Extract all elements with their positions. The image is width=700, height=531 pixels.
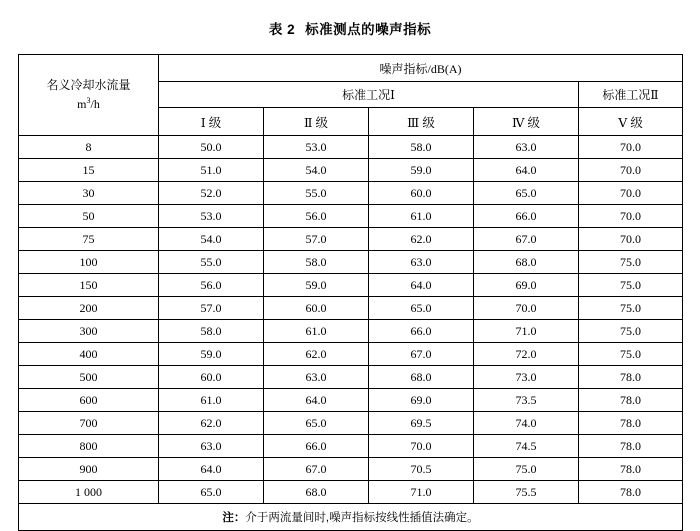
cell-grade-5: 75.0 [579,343,683,366]
cell-grade-4: 70.0 [474,297,579,320]
cell-grade-3: 65.0 [369,297,474,320]
cell-grade-3: 60.0 [369,182,474,205]
cell-grade-5: 70.0 [579,228,683,251]
cell-grade-3: 63.0 [369,251,474,274]
cell-grade-3: 67.0 [369,343,474,366]
cell-grade-2: 67.0 [264,458,369,481]
cell-grade-3: 66.0 [369,320,474,343]
cell-grade-3: 59.0 [369,159,474,182]
header-row-1 [19,55,683,82]
cell-grade-5: 78.0 [579,435,683,458]
cell-flow: 8 [19,136,159,159]
cell-grade-5: 75.0 [579,297,683,320]
cell-grade-1: 50.0 [159,136,264,159]
cell-flow: 30 [19,182,159,205]
cell-grade-1: 52.0 [159,182,264,205]
cell-grade-1: 62.0 [159,412,264,435]
header-grade-2: Ⅱ 级 [264,108,369,136]
cell-grade-1: 55.0 [159,251,264,274]
cell-grade-3: 62.0 [369,228,474,251]
cell-grade-1: 61.0 [159,389,264,412]
cell-flow: 500 [19,366,159,389]
table-row [19,320,683,343]
cell-grade-1: 63.0 [159,435,264,458]
cell-flow: 700 [19,412,159,435]
table-row [19,251,683,274]
cell-grade-4: 73.5 [474,389,579,412]
table-row [19,182,683,205]
cell-grade-1: 59.0 [159,343,264,366]
cell-grade-1: 54.0 [159,228,264,251]
table-row [19,481,683,504]
table-row [19,136,683,159]
cell-grade-4: 73.0 [474,366,579,389]
table-note-cell [19,504,683,531]
cell-flow: 100 [19,251,159,274]
header-grade-3: Ⅲ 级 [369,108,474,136]
note-text: 介于两流量间时,噪声指标按线性插值法确定。 [245,512,479,524]
table-row [19,412,683,435]
table-row [19,297,683,320]
table-row [19,366,683,389]
cell-grade-2: 68.0 [264,481,369,504]
cell-grade-1: 64.0 [159,458,264,481]
header-flow-line2 [19,95,158,114]
noise-index-table [18,54,683,531]
table-number: 表 2 [268,22,296,37]
cell-grade-4: 68.0 [474,251,579,274]
cell-flow: 400 [19,343,159,366]
cell-grade-4: 71.0 [474,320,579,343]
cell-flow: 600 [19,389,159,412]
cell-grade-3: 61.0 [369,205,474,228]
cell-grade-5: 75.0 [579,320,683,343]
cell-flow: 15 [19,159,159,182]
header-noise-index: 噪声指标/dB(A) [159,55,683,82]
table-body [19,136,683,531]
cell-grade-3: 69.0 [369,389,474,412]
cell-grade-2: 55.0 [264,182,369,205]
cell-grade-3: 69.5 [369,412,474,435]
cell-grade-5: 70.0 [579,159,683,182]
header-grade-4: Ⅳ 级 [474,108,579,136]
cell-grade-4: 75.0 [474,458,579,481]
cell-grade-2: 57.0 [264,228,369,251]
cell-grade-2: 64.0 [264,389,369,412]
cell-flow: 50 [19,205,159,228]
cell-grade-4: 74.0 [474,412,579,435]
cell-grade-5: 70.0 [579,182,683,205]
cell-grade-3: 71.0 [369,481,474,504]
table-caption [0,0,700,54]
cell-flow: 75 [19,228,159,251]
cell-grade-3: 68.0 [369,366,474,389]
header-flow-line1: 名义冷却水流量 [46,78,131,93]
table-header [19,55,683,136]
cell-flow: 200 [19,297,159,320]
cell-grade-4: 69.0 [474,274,579,297]
cell-grade-4: 65.0 [474,182,579,205]
table-row [19,458,683,481]
cell-grade-5: 78.0 [579,458,683,481]
cell-grade-2: 59.0 [264,274,369,297]
cell-grade-5: 75.0 [579,274,683,297]
header-condition-1: 标准工况Ⅰ [159,82,579,108]
cell-grade-4: 63.0 [474,136,579,159]
table-container [18,54,682,531]
cell-flow: 150 [19,274,159,297]
cell-grade-3: 64.0 [369,274,474,297]
header-condition-2: 标准工况Ⅱ [579,82,683,108]
cell-grade-2: 58.0 [264,251,369,274]
cell-grade-1: 53.0 [159,205,264,228]
cell-grade-1: 60.0 [159,366,264,389]
cell-grade-1: 65.0 [159,481,264,504]
cell-grade-5: 70.0 [579,136,683,159]
table-row [19,389,683,412]
header-grade-5: Ⅴ 级 [579,108,683,136]
cell-grade-4: 74.5 [474,435,579,458]
cell-grade-5: 78.0 [579,389,683,412]
table-row [19,343,683,366]
cell-grade-5: 70.0 [579,205,683,228]
cell-grade-2: 65.0 [264,412,369,435]
cell-flow: 1 000 [19,481,159,504]
cell-grade-2: 66.0 [264,435,369,458]
table-row [19,205,683,228]
table-title: 标准测点的噪声指标 [305,22,432,37]
table-note-row [19,504,683,531]
cell-grade-1: 57.0 [159,297,264,320]
cell-grade-4: 64.0 [474,159,579,182]
cell-grade-5: 78.0 [579,481,683,504]
table-row [19,435,683,458]
cell-flow: 300 [19,320,159,343]
header-flow-cell [19,55,159,136]
header-flow-unit-exp: 3 [86,96,91,105]
cell-grade-5: 75.0 [579,251,683,274]
cell-grade-1: 58.0 [159,320,264,343]
table-row [19,159,683,182]
cell-grade-1: 51.0 [159,159,264,182]
cell-grade-4: 66.0 [474,205,579,228]
header-grade-1: Ⅰ 级 [159,108,264,136]
cell-grade-2: 53.0 [264,136,369,159]
cell-grade-5: 78.0 [579,412,683,435]
note-label: 注： [222,512,246,524]
cell-grade-2: 62.0 [264,343,369,366]
header-flow-unit-base: m [77,97,87,111]
cell-grade-2: 61.0 [264,320,369,343]
cell-flow: 800 [19,435,159,458]
cell-grade-4: 67.0 [474,228,579,251]
table-row [19,274,683,297]
table-row [19,228,683,251]
cell-grade-3: 70.0 [369,435,474,458]
cell-grade-3: 58.0 [369,136,474,159]
cell-grade-2: 56.0 [264,205,369,228]
cell-grade-2: 63.0 [264,366,369,389]
cell-grade-1: 56.0 [159,274,264,297]
cell-flow: 900 [19,458,159,481]
cell-grade-2: 60.0 [264,297,369,320]
cell-grade-5: 78.0 [579,366,683,389]
cell-grade-2: 54.0 [264,159,369,182]
cell-grade-3: 70.5 [369,458,474,481]
cell-grade-4: 75.5 [474,481,579,504]
header-flow-unit-suffix: /h [90,97,100,111]
cell-grade-4: 72.0 [474,343,579,366]
